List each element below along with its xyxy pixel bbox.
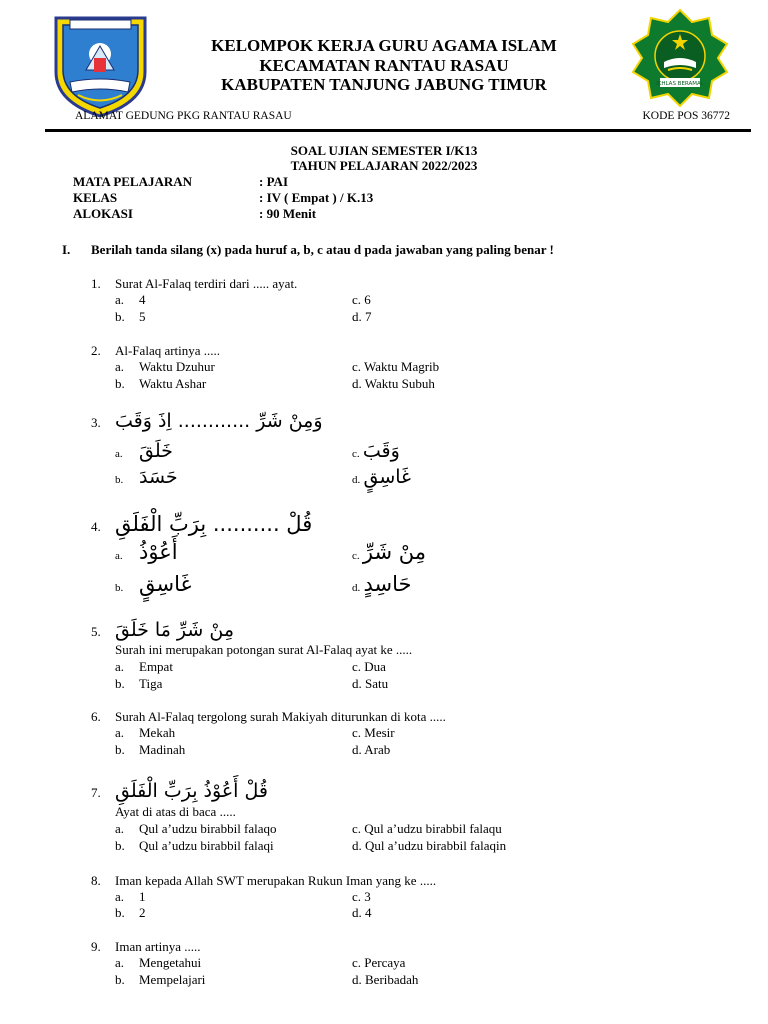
option-b: b. 5	[115, 309, 146, 324]
question-text: Surat Al-Falaq terdiri dari ..... ayat.	[115, 276, 298, 291]
exam-info	[73, 174, 373, 222]
option-d: d. 4	[352, 905, 372, 920]
option-d: d. Satu	[352, 676, 389, 691]
option-a: a. Waktu Dzuhur	[115, 359, 215, 374]
option-d: d. غَاسِقٍ	[352, 466, 411, 488]
arabic-verse: قُلْ أَعُوْذُ بِرَبِّ الْفَلَقِ	[115, 780, 268, 802]
arabic-verse: قُلْ .......... بِرَبِّ الْفَلَقِ	[115, 512, 313, 536]
info-row-duration	[73, 206, 373, 222]
option-a: a. خَلَقَ	[115, 440, 173, 462]
arabic-verse: مِنْ شَرِّ مَا خَلَقَ	[115, 619, 235, 641]
option-d: d. Waktu Subuh	[352, 376, 435, 391]
option-b: b. Qul a’udzu birabbil falaqi	[115, 838, 274, 853]
question-number: 4.	[91, 519, 101, 534]
option-c: c. وَقَبَ	[352, 440, 400, 462]
info-label: ALOKASI	[73, 206, 133, 221]
question-3	[91, 408, 323, 434]
info-row-subject	[73, 174, 373, 190]
question-number: 2.	[91, 343, 101, 358]
question-4	[91, 510, 312, 538]
question-text: Surah ini merupakan potongan surat Al-Falaq ayat ke .....	[115, 642, 413, 657]
option-c: c. Qul a’udzu birabbil falaqu	[352, 821, 502, 836]
question-text: Iman kepada Allah SWT merupakan Rukun Iman yang ke .....	[115, 873, 437, 888]
instruction-text: Berilah tanda silang (x) pada huruf a, b, c atau d pada jawaban yang paling benar !	[91, 242, 554, 257]
option-a: a. Qul a’udzu birabbil falaqo	[115, 821, 277, 836]
option-c: c. Percaya	[352, 955, 406, 970]
question-7	[91, 778, 268, 804]
address: ALAMAT GEDUNG PKG RANTAU RASAU	[75, 110, 292, 122]
option-b: b. Mempelajari	[115, 972, 206, 987]
option-d: d. Beribadah	[352, 972, 419, 987]
exam-title: SOAL UJIAN SEMESTER I/K13	[290, 143, 478, 158]
question-number: 8.	[91, 873, 101, 888]
info-label: MATA PELAJARAN	[73, 174, 193, 189]
option-b: b. Tiga	[115, 676, 163, 691]
info-row-class	[73, 190, 373, 206]
info-value: : 90 Menit	[259, 206, 317, 221]
option-a: a. Mengetahui	[115, 955, 202, 970]
option-c: c. Waktu Magrib	[352, 359, 440, 374]
postcode: KODE POS 36772	[642, 110, 730, 122]
district-name: KECAMATAN RANTAU RASAU	[259, 56, 509, 75]
section-number: I.	[62, 242, 71, 257]
question-text: Iman artinya .....	[115, 939, 201, 954]
option-b: b. غَاسِقٍ	[115, 572, 192, 596]
question-number: 7.	[91, 785, 101, 800]
info-value: : IV ( Empat ) / K.13	[259, 190, 374, 205]
info-value: : PAI	[259, 174, 289, 189]
question-text: Al-Falaq artinya .....	[115, 343, 221, 358]
option-c: c. 6	[352, 292, 371, 307]
option-a: a. Mekah	[115, 725, 176, 740]
question-2	[91, 342, 220, 359]
question-number: 3.	[91, 415, 101, 430]
option-c: c. Dua	[352, 659, 386, 674]
question-9	[91, 938, 201, 955]
question-6	[91, 708, 446, 725]
exam-year: TAHUN PELAJARAN 2022/2023	[290, 158, 478, 173]
question-number: 9.	[91, 939, 101, 954]
arabic-verse: وَمِنْ شَرِّ ............ اِذَ وَقَبَ	[115, 410, 323, 432]
option-d: d. حَاسِدٍ	[352, 572, 412, 596]
question-text: Surah Al-Falaq tergolong surah Makiyah diturunkan di kota .....	[115, 709, 446, 724]
question-number: 6.	[91, 709, 101, 724]
question-8	[91, 872, 436, 889]
option-a: a. أَعُوْذُ	[115, 540, 178, 564]
option-d: d. Qul a’udzu birabbil falaqin	[352, 838, 507, 853]
section-instruction	[62, 242, 554, 258]
option-a: a. Empat	[115, 659, 173, 674]
option-c: c. 3	[352, 889, 371, 904]
option-d: d. 7	[352, 309, 372, 324]
option-a: a. 4	[115, 292, 146, 307]
header-divider	[45, 129, 751, 132]
question-5	[91, 617, 234, 643]
kemenag-emblem-icon	[630, 8, 730, 108]
question-text: Ayat di atas di baca .....	[115, 804, 236, 819]
option-b: b. Waktu Ashar	[115, 376, 207, 391]
emblem-motto: IKHLAS BERAMAL	[656, 81, 704, 87]
question-number: 1.	[91, 276, 101, 291]
option-c: c. مِنْ شَرِّ	[352, 540, 426, 564]
option-c: c. Mesir	[352, 725, 395, 740]
question-1	[91, 275, 297, 292]
option-d: d. Arab	[352, 742, 391, 757]
option-b: b. حَسَدَ	[115, 466, 178, 488]
question-number: 5.	[91, 624, 101, 639]
org-name: KELOMPOK KERJA GURU AGAMA ISLAM	[211, 36, 557, 55]
info-label: KELAS	[73, 190, 118, 205]
option-b: b. 2	[115, 905, 146, 920]
letterhead	[0, 0, 768, 135]
option-b: b. Madinah	[115, 742, 186, 757]
regency-name: KABUPATEN TANJUNG JABUNG TIMUR	[221, 75, 547, 94]
option-a: a. 1	[115, 889, 146, 904]
